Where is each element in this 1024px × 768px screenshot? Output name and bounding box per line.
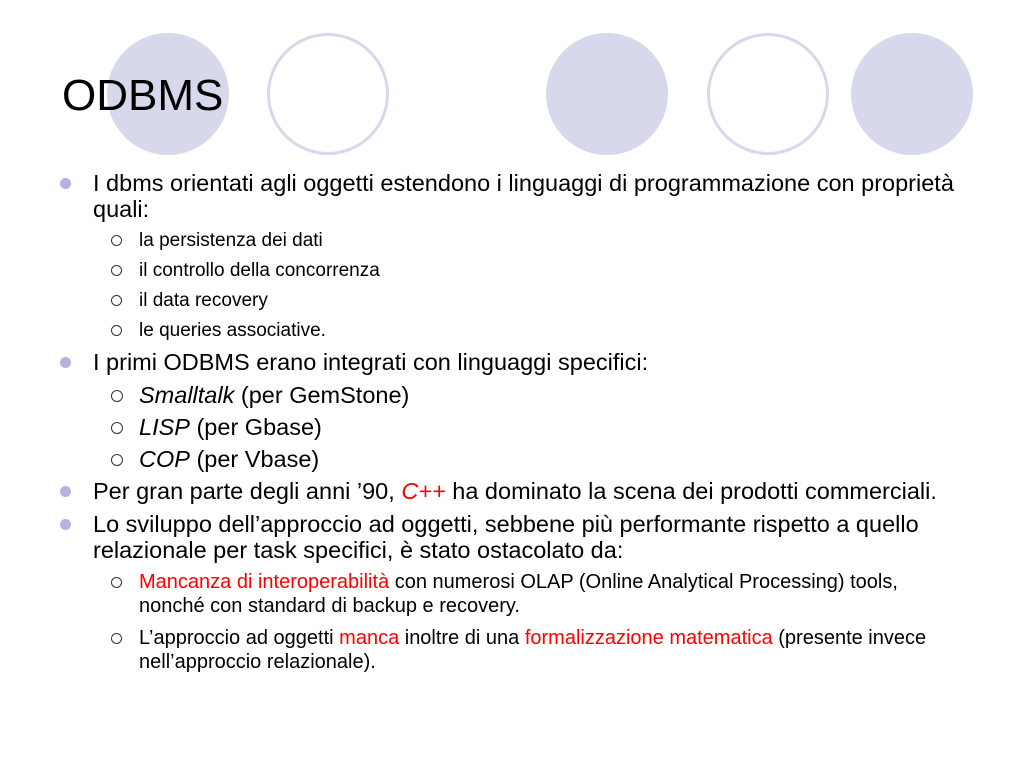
hollow-circle-icon: [111, 265, 122, 276]
bullet-dot-icon: [60, 486, 71, 497]
language-product: (per GemStone): [234, 382, 410, 408]
sub-bullet-item: [58, 570, 968, 618]
slide-body: [58, 170, 968, 682]
bullet-item: [58, 478, 968, 504]
bullet-text: ha dominato la scena dei prodotti commerciali.: [445, 478, 937, 504]
decorative-circle-5: [851, 33, 973, 155]
decorative-circle-4: [707, 33, 829, 155]
slide-title: ODBMS: [62, 71, 224, 120]
bullet-item: [58, 170, 968, 222]
hollow-circle-icon: [111, 454, 123, 466]
bullet-text: I primi ODBMS erano integrati con linguaggi specifici:: [93, 349, 649, 375]
sub-bullet-item: [58, 446, 968, 472]
sub-bullet-text: (presente invece nell’approccio relazionale).: [139, 627, 927, 673]
sub-bullet-text: il data recovery: [139, 290, 268, 311]
hollow-circle-icon: [111, 295, 122, 306]
sub-bullet-text: la persistenza dei dati: [139, 230, 323, 251]
bullet-item: [58, 511, 968, 563]
decorative-circle-3: [546, 33, 668, 155]
hollow-circle-icon: [111, 390, 123, 402]
sub-bullet-item: [58, 259, 968, 283]
language-name: COP: [139, 446, 190, 472]
language-name: Smalltalk: [139, 382, 235, 408]
sub-bullet-item: [58, 626, 968, 674]
bullet-item: [58, 349, 968, 375]
sub-bullet-text: inoltre di una: [399, 627, 525, 649]
sub-bullet-text: il controllo della concorrenza: [139, 260, 380, 281]
hollow-circle-icon: [111, 422, 123, 434]
decorative-circle-2: [267, 33, 389, 155]
sub-bullet-text: le queries associative.: [139, 320, 326, 341]
hollow-circle-icon: [111, 633, 122, 644]
hollow-circle-icon: [111, 325, 122, 336]
bullet-dot-icon: [60, 519, 71, 530]
highlight-text: formalizzazione matematica: [524, 627, 773, 649]
bullet-dot-icon: [60, 178, 71, 189]
sub-bullet-item: [58, 229, 968, 253]
sub-bullet-text: con numerosi OLAP (Online Analytical Processing) tools, nonché con standard di backup e recovery.: [139, 571, 898, 617]
hollow-circle-icon: [111, 577, 122, 588]
bullet-text: I dbms orientati agli oggetti estendono i linguaggi di programmazione con proprietà quali:: [93, 170, 954, 222]
highlight-text: Mancanza di interoperabilità: [139, 571, 390, 593]
sub-bullet-item: [58, 382, 968, 408]
bullet-text: Lo sviluppo dell’approccio ad oggetti, sebbene più performante rispetto a quello relazionale per task specifici, è stato ostacolato da:: [93, 511, 919, 563]
language-product: (per Gbase): [189, 414, 322, 440]
hollow-circle-icon: [111, 235, 122, 246]
bullet-text: Per gran parte degli anni ’90,: [93, 478, 402, 504]
sub-bullet-text: L’approccio ad oggetti: [139, 627, 340, 649]
sub-bullet-item: [58, 414, 968, 440]
highlight-text: C++: [401, 478, 446, 504]
sub-bullet-item: [58, 319, 968, 343]
language-product: (per Vbase): [189, 446, 320, 472]
bullet-dot-icon: [60, 357, 71, 368]
highlight-text: manca: [339, 627, 400, 649]
sub-bullet-item: [58, 289, 968, 313]
language-name: LISP: [139, 414, 190, 440]
